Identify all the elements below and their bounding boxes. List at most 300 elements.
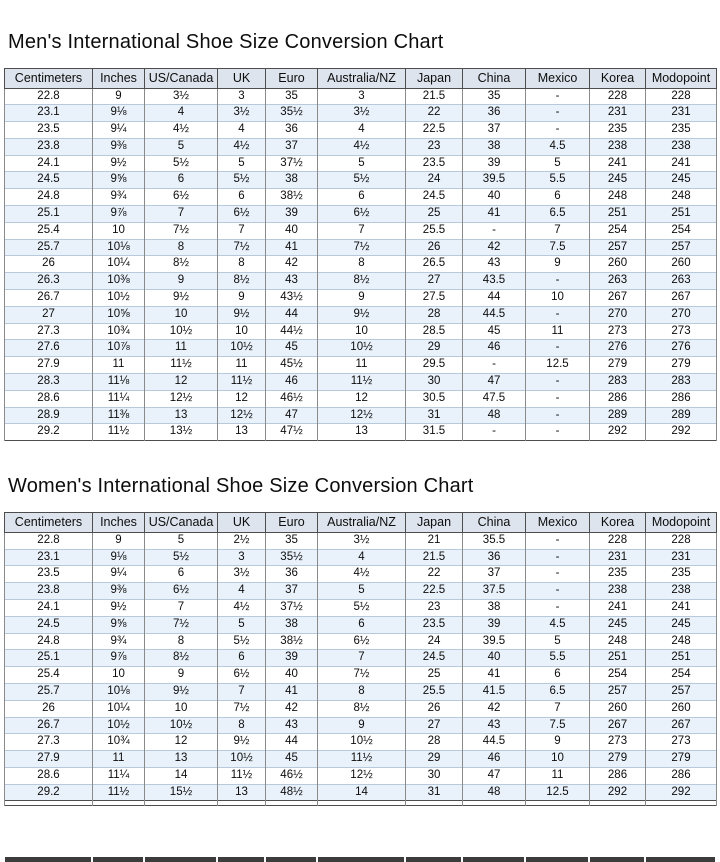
table-row	[5, 424, 717, 441]
cell: 45½	[266, 357, 318, 374]
cell: 41	[463, 206, 526, 223]
cutoff-segment	[405, 857, 462, 862]
cell: 25.1	[5, 206, 93, 223]
cell: 24.5	[406, 650, 463, 667]
womens-chart-title: Women's International Shoe Size Conversion Chart	[8, 475, 474, 498]
cell: 10½	[145, 717, 218, 734]
cell: 9	[526, 734, 590, 751]
cell: 39	[463, 616, 526, 633]
cell: 286	[590, 390, 646, 407]
cell: 9⅜	[93, 583, 145, 600]
cell: -	[526, 549, 590, 566]
cell: 9	[145, 273, 218, 290]
table-row	[5, 784, 717, 801]
cell: 21	[406, 532, 463, 549]
column-header: Inches	[93, 513, 145, 533]
cell: 25	[406, 667, 463, 684]
cell: 235	[590, 566, 646, 583]
size-table	[4, 512, 717, 806]
cell: 46½	[266, 767, 318, 784]
cell: 257	[590, 239, 646, 256]
table-row	[5, 566, 717, 583]
cell: 4.5	[526, 616, 590, 633]
cell: 12.5	[526, 357, 590, 374]
cell: 37	[463, 122, 526, 139]
cell: 10½	[318, 734, 406, 751]
cell: 11½	[218, 374, 266, 391]
table-row	[5, 650, 717, 667]
cell: 235	[590, 122, 646, 139]
cell: 41	[266, 239, 318, 256]
cell: 23.5	[406, 616, 463, 633]
cell: 270	[646, 306, 717, 323]
column-header: Korea	[590, 513, 646, 533]
cell: 10½	[318, 340, 406, 357]
cell: 292	[646, 424, 717, 441]
cell: 25.4	[5, 667, 93, 684]
column-header: US/Canada	[145, 513, 218, 533]
cell: 44	[266, 306, 318, 323]
cell: 7½	[318, 239, 406, 256]
table-row	[5, 105, 717, 122]
cell: 27.9	[5, 751, 93, 768]
cell: 7	[526, 700, 590, 717]
cell: 44½	[266, 323, 318, 340]
cell: 31.5	[406, 424, 463, 441]
cell: 9½	[93, 599, 145, 616]
cell: 29.2	[5, 784, 93, 801]
cutoff-segment	[144, 857, 217, 862]
column-header: Modopoint	[646, 513, 717, 533]
table-row	[5, 667, 717, 684]
cell: 7½	[145, 222, 218, 239]
cell: 241	[590, 599, 646, 616]
cell: 241	[646, 599, 717, 616]
column-header: US/Canada	[145, 69, 218, 89]
cell: 47½	[266, 424, 318, 441]
cell: 35	[266, 532, 318, 549]
cell: 6	[145, 566, 218, 583]
cell: -	[463, 222, 526, 239]
cell: 6	[218, 650, 266, 667]
cell: 248	[646, 189, 717, 206]
cell: 46½	[266, 390, 318, 407]
table-row	[5, 340, 717, 357]
cell: 46	[266, 374, 318, 391]
table-row	[5, 616, 717, 633]
cell: 47	[463, 374, 526, 391]
cell: 3½	[218, 566, 266, 583]
cell: 292	[646, 784, 717, 801]
cell: 13	[218, 424, 266, 441]
table-row	[5, 306, 717, 323]
column-header: Inches	[93, 69, 145, 89]
cell: 36	[463, 105, 526, 122]
column-header: Centimeters	[5, 69, 93, 89]
cell: 12½	[145, 390, 218, 407]
table-row	[5, 189, 717, 206]
cell: 37	[266, 138, 318, 155]
cell: 24	[406, 172, 463, 189]
cell: 22	[406, 105, 463, 122]
cell: 40	[266, 222, 318, 239]
cell: 254	[646, 667, 717, 684]
cell: 228	[646, 532, 717, 549]
cell: 279	[590, 751, 646, 768]
cell: 27	[406, 717, 463, 734]
cell: 23	[406, 599, 463, 616]
cell: 44.5	[463, 734, 526, 751]
cell: 11¼	[93, 767, 145, 784]
cell: 6.5	[526, 206, 590, 223]
cell: 11½	[318, 374, 406, 391]
cell: 5½	[318, 599, 406, 616]
cell: 3	[218, 549, 266, 566]
cell: 26	[5, 700, 93, 717]
cell: 37	[463, 566, 526, 583]
cell: 28	[406, 734, 463, 751]
table-row	[5, 599, 717, 616]
cell: 28.3	[5, 374, 93, 391]
table-row	[5, 122, 717, 139]
cell: -	[526, 532, 590, 549]
cell: 7	[145, 599, 218, 616]
cell: 5	[145, 138, 218, 155]
cell: 10¾	[93, 323, 145, 340]
cell: -	[526, 306, 590, 323]
cell: 38½	[266, 633, 318, 650]
cell: 9⅝	[93, 616, 145, 633]
table-row	[5, 323, 717, 340]
cell: 27	[406, 273, 463, 290]
cell: 38	[266, 616, 318, 633]
cell: 37	[266, 583, 318, 600]
table-row	[5, 734, 717, 751]
cell: 6	[218, 189, 266, 206]
table-row	[5, 700, 717, 717]
cell: 5	[218, 616, 266, 633]
cell: 11½	[318, 751, 406, 768]
cell: 11	[526, 323, 590, 340]
cell: 6½	[318, 206, 406, 223]
cell: 26.3	[5, 273, 93, 290]
cell: 27.3	[5, 323, 93, 340]
cell: 11	[218, 357, 266, 374]
cell: 5.5	[526, 650, 590, 667]
table-row	[5, 155, 717, 172]
cell: 7	[218, 683, 266, 700]
cell	[218, 801, 266, 806]
cell: 43	[266, 717, 318, 734]
cell: 24.5	[5, 616, 93, 633]
cell: 235	[646, 566, 717, 583]
cell: 8	[145, 239, 218, 256]
cell: 22.8	[5, 88, 93, 105]
cell: 13	[318, 424, 406, 441]
cell: 4	[218, 122, 266, 139]
cell: 9	[93, 88, 145, 105]
cell: 276	[590, 340, 646, 357]
cell: 28	[406, 306, 463, 323]
cell: 25.7	[5, 239, 93, 256]
cell: 40	[463, 189, 526, 206]
cell: 6½	[318, 633, 406, 650]
cell: 40	[463, 650, 526, 667]
cell: 38	[463, 599, 526, 616]
cell: 10¼	[93, 256, 145, 273]
cell: 10⅜	[93, 273, 145, 290]
cell: 38	[266, 172, 318, 189]
cell: 12½	[318, 407, 406, 424]
cell: 11½	[145, 357, 218, 374]
table-row	[5, 374, 717, 391]
cell: 263	[590, 273, 646, 290]
cell: 41	[266, 683, 318, 700]
cell: 29.5	[406, 357, 463, 374]
cell: 5	[526, 155, 590, 172]
cell: 46	[463, 751, 526, 768]
cell: 4½	[318, 566, 406, 583]
cell: 279	[646, 357, 717, 374]
cell: 36	[463, 549, 526, 566]
cell: 11	[145, 340, 218, 357]
cell: 45	[266, 340, 318, 357]
cell: 43½	[266, 290, 318, 307]
cell: 7	[526, 222, 590, 239]
cell: 26.5	[406, 256, 463, 273]
cell: 23.8	[5, 583, 93, 600]
cell: 3½	[145, 88, 218, 105]
cell: 13	[218, 784, 266, 801]
cell: 30	[406, 374, 463, 391]
cell: 10	[93, 667, 145, 684]
cell: 248	[646, 633, 717, 650]
cell: 8	[318, 256, 406, 273]
cell: 10½	[218, 340, 266, 357]
cell: 11¼	[93, 390, 145, 407]
cell: -	[463, 424, 526, 441]
cell: 248	[590, 633, 646, 650]
cell: 8	[218, 256, 266, 273]
cell: 10	[526, 290, 590, 307]
column-header: China	[463, 513, 526, 533]
cell: 254	[590, 222, 646, 239]
cutoff-segment	[317, 857, 405, 862]
cell: 251	[590, 650, 646, 667]
cell: 267	[590, 717, 646, 734]
cell: 42	[266, 700, 318, 717]
cell: 14	[145, 767, 218, 784]
cell: 238	[590, 583, 646, 600]
cell: 38½	[266, 189, 318, 206]
cell: 25.5	[406, 222, 463, 239]
table-row	[5, 633, 717, 650]
cell: 251	[590, 206, 646, 223]
cell: 9½	[145, 290, 218, 307]
cell: 10	[318, 323, 406, 340]
cell: 11½	[218, 767, 266, 784]
cell: 245	[646, 172, 717, 189]
cell: 43.5	[463, 273, 526, 290]
cell: 22.5	[406, 122, 463, 139]
cell: 12.5	[526, 784, 590, 801]
cell: 11	[93, 357, 145, 374]
cell: 36	[266, 122, 318, 139]
cell: 39.5	[463, 172, 526, 189]
mens-size-table	[4, 68, 720, 441]
cell: 8½	[318, 700, 406, 717]
cutoff-table-top-edge	[4, 857, 716, 862]
cell: 25.5	[406, 683, 463, 700]
cell: -	[526, 424, 590, 441]
cell: 44	[266, 734, 318, 751]
cell: 25.1	[5, 650, 93, 667]
cell: 23.8	[5, 138, 93, 155]
cell: 14	[318, 784, 406, 801]
cell	[318, 801, 406, 806]
cell: -	[526, 390, 590, 407]
cell: 7.5	[526, 239, 590, 256]
cell: 15½	[145, 784, 218, 801]
cell: 27.5	[406, 290, 463, 307]
cell: 11½	[93, 784, 145, 801]
table-row	[5, 767, 717, 784]
cell: 8½	[145, 650, 218, 667]
column-header: UK	[218, 513, 266, 533]
cutoff-segment	[92, 857, 144, 862]
cell: 273	[590, 734, 646, 751]
cell: 257	[590, 683, 646, 700]
cell: 22.8	[5, 532, 93, 549]
cell: 5½	[218, 633, 266, 650]
cell: 45	[463, 323, 526, 340]
cell	[266, 801, 318, 806]
cell: 5½	[218, 172, 266, 189]
column-header: Korea	[590, 69, 646, 89]
cell: 47	[266, 407, 318, 424]
cell: 273	[646, 323, 717, 340]
cell: 44	[463, 290, 526, 307]
cutoff-empty-row	[5, 801, 717, 806]
cell: 10	[145, 700, 218, 717]
cell: 38	[463, 138, 526, 155]
cell: 22	[406, 566, 463, 583]
cell: 8½	[318, 273, 406, 290]
cell: 257	[646, 239, 717, 256]
cell: 24.5	[5, 172, 93, 189]
cell	[463, 801, 526, 806]
cell: 45	[266, 751, 318, 768]
header-row	[5, 513, 717, 533]
table-row	[5, 239, 717, 256]
cell: 23.5	[5, 566, 93, 583]
cell: 9½	[218, 734, 266, 751]
cell: 241	[646, 155, 717, 172]
cell: -	[526, 105, 590, 122]
size-table	[4, 68, 717, 441]
cell: 9¾	[93, 633, 145, 650]
cell: 9⅛	[93, 105, 145, 122]
cell: 6	[526, 667, 590, 684]
cell: 292	[590, 784, 646, 801]
cell: 7.5	[526, 717, 590, 734]
cell: 23	[406, 138, 463, 155]
cell: 245	[590, 616, 646, 633]
cell: 4	[145, 105, 218, 122]
cell: 23.5	[406, 155, 463, 172]
cutoff-segment	[265, 857, 317, 862]
cell: 40	[266, 667, 318, 684]
column-header: China	[463, 69, 526, 89]
cell: 24.8	[5, 633, 93, 650]
cell: 46	[463, 340, 526, 357]
table-row	[5, 583, 717, 600]
cell: 231	[590, 105, 646, 122]
cell: 9	[318, 717, 406, 734]
cell: 47	[463, 767, 526, 784]
cell: 12	[318, 390, 406, 407]
cell: 12	[218, 390, 266, 407]
cell: 286	[590, 767, 646, 784]
cell: 251	[646, 650, 717, 667]
cell: 9	[218, 290, 266, 307]
cell: 289	[590, 407, 646, 424]
cell: 286	[646, 767, 717, 784]
cell: 27.9	[5, 357, 93, 374]
cell: 41.5	[463, 683, 526, 700]
cell: 5½	[318, 172, 406, 189]
cell: 30.5	[406, 390, 463, 407]
cell: 9	[145, 667, 218, 684]
cell: 5.5	[526, 172, 590, 189]
cell: 27	[5, 306, 93, 323]
cell: 10¾	[93, 734, 145, 751]
cell: 26	[406, 700, 463, 717]
cell: -	[463, 357, 526, 374]
cell: 8½	[145, 256, 218, 273]
cell: 248	[590, 189, 646, 206]
cell: 30	[406, 767, 463, 784]
cell: 8	[218, 717, 266, 734]
cell: 254	[646, 222, 717, 239]
cell: 10½	[145, 323, 218, 340]
cell: 12	[145, 374, 218, 391]
column-header: Australia/NZ	[318, 69, 406, 89]
cell: 29	[406, 751, 463, 768]
cell: 11½	[93, 424, 145, 441]
cell: 9	[526, 256, 590, 273]
cell: 238	[646, 583, 717, 600]
cell: 10	[93, 222, 145, 239]
cell: -	[526, 273, 590, 290]
table-row	[5, 683, 717, 700]
column-header: Mexico	[526, 69, 590, 89]
cell: 37½	[266, 599, 318, 616]
table-row	[5, 407, 717, 424]
cell: 235	[646, 122, 717, 139]
cell: 273	[646, 734, 717, 751]
column-header: Japan	[406, 69, 463, 89]
column-header: Modopoint	[646, 69, 717, 89]
table-row	[5, 88, 717, 105]
cell: 3½	[318, 105, 406, 122]
column-header: Centimeters	[5, 513, 93, 533]
cell: 3½	[218, 105, 266, 122]
table-row	[5, 717, 717, 734]
cell: 9⅞	[93, 206, 145, 223]
cell: 28.5	[406, 323, 463, 340]
cell: 279	[590, 357, 646, 374]
